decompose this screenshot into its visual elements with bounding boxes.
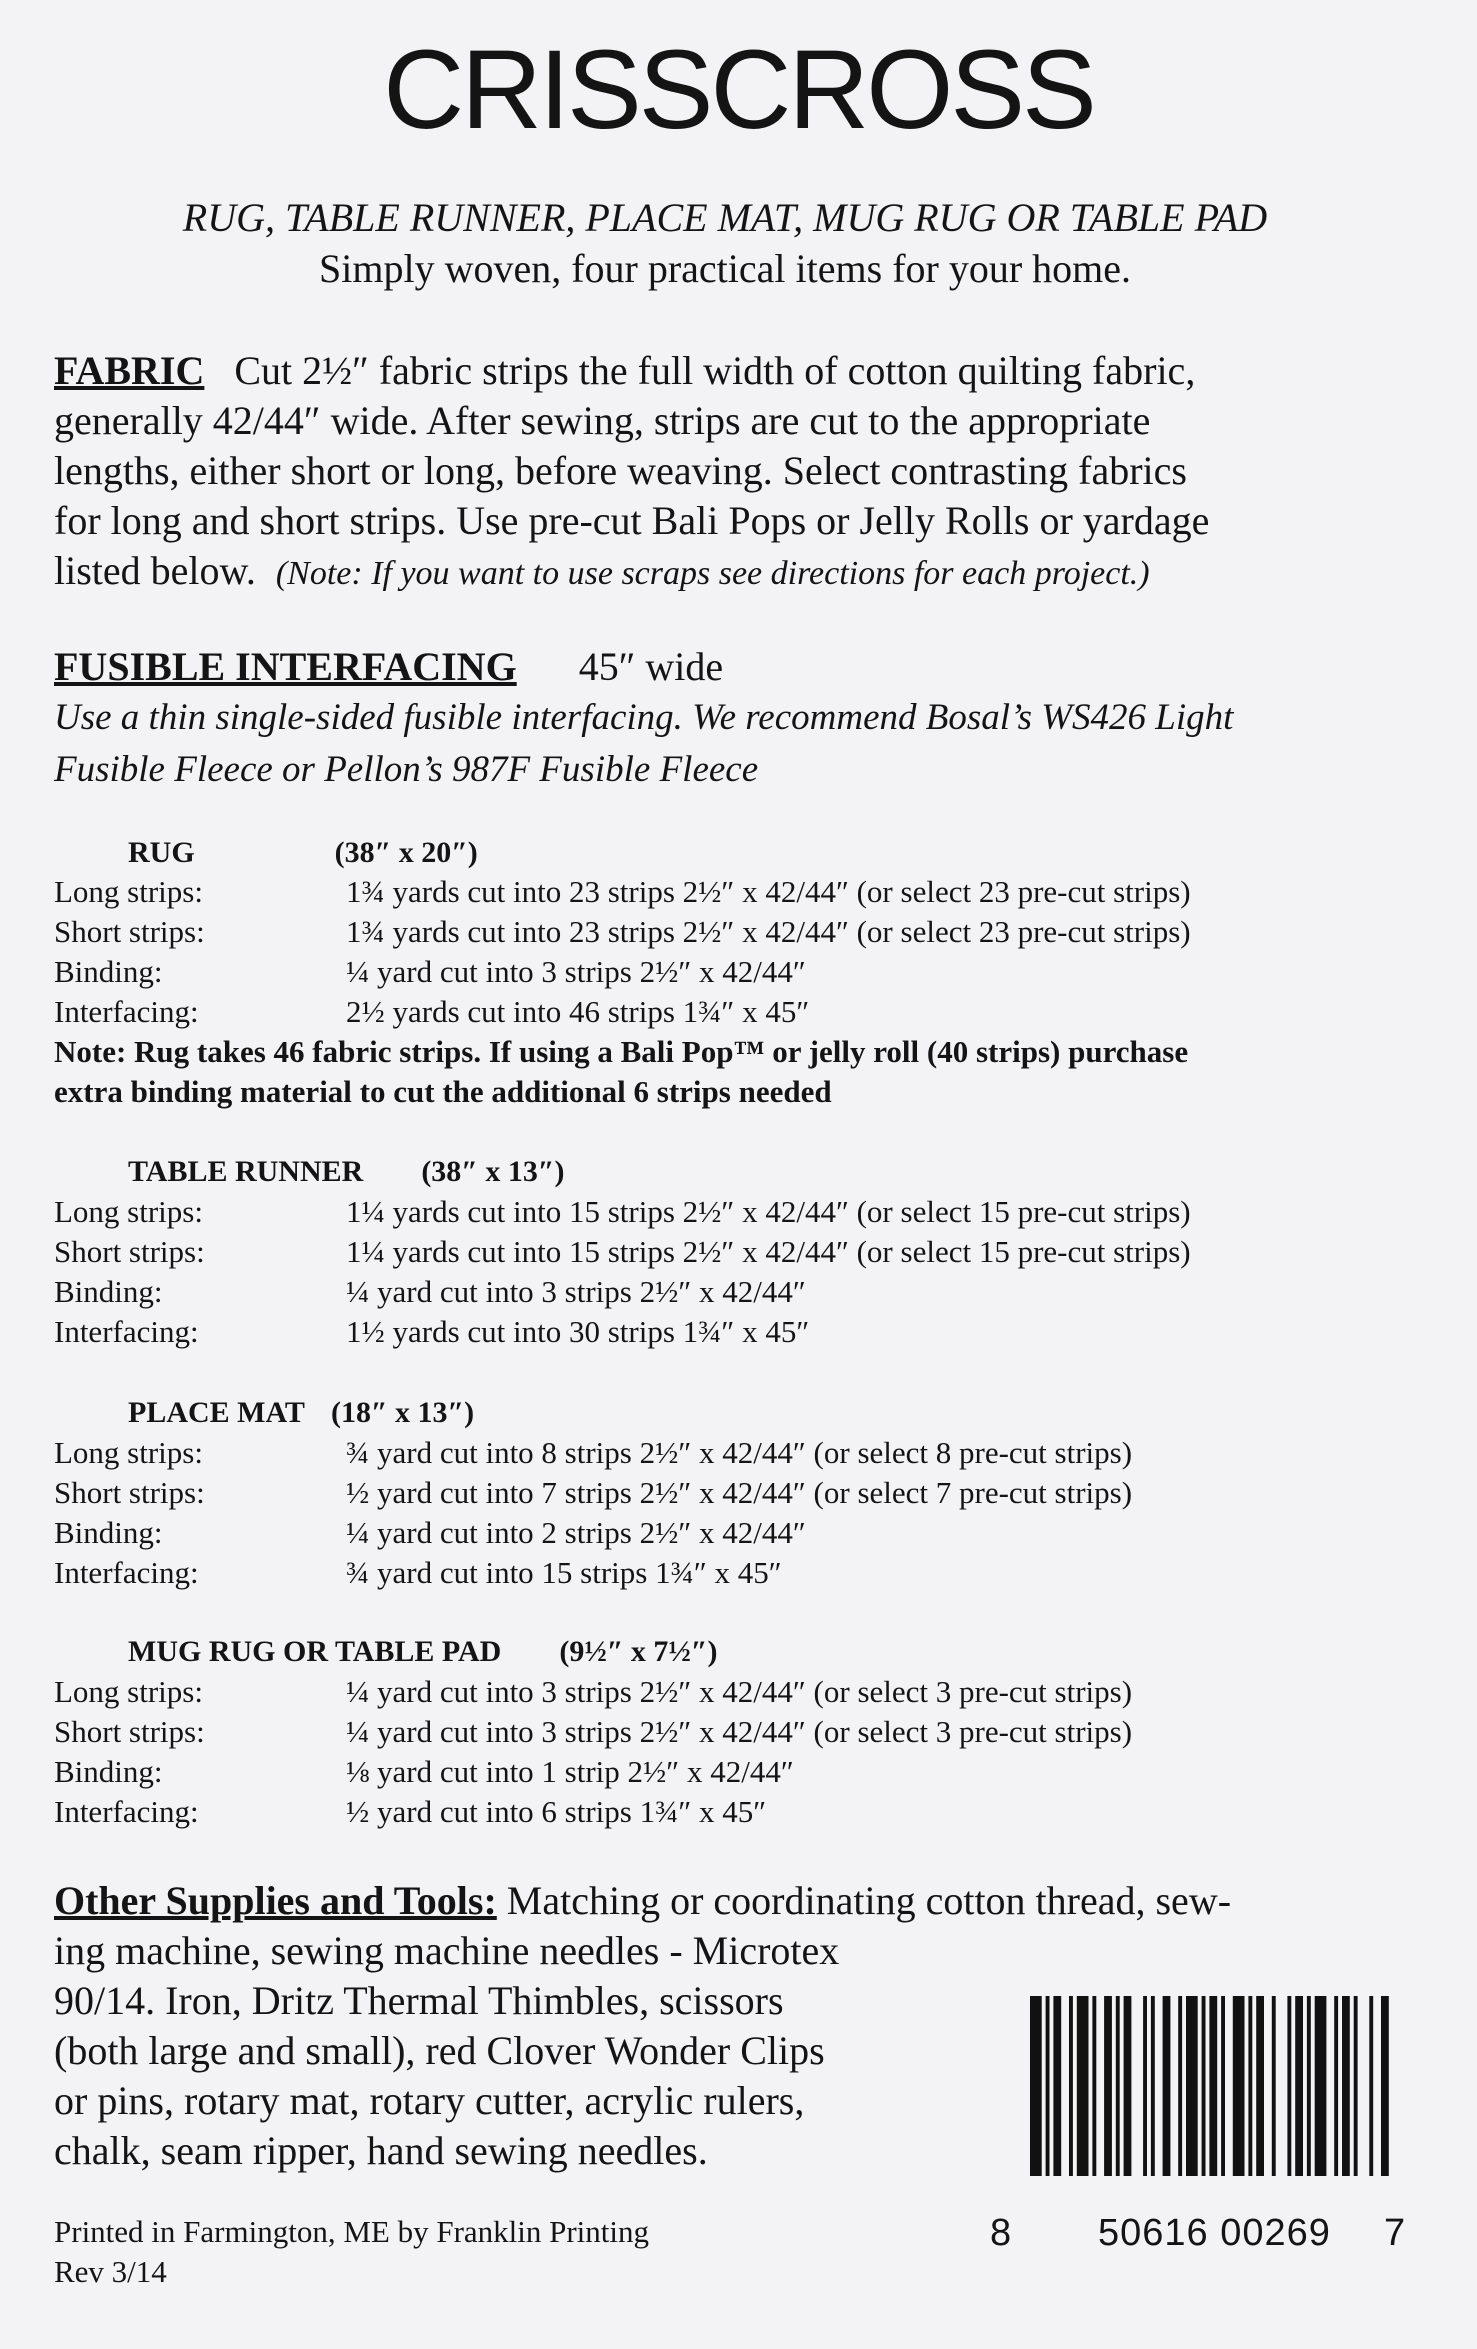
mug-rug-heading (128, 1632, 717, 1672)
row-label: Short strips: (54, 1714, 205, 1749)
barcode-lead-digit: 8 (990, 2212, 1012, 2254)
row-value: 1¼ yards cut into 15 strips 2½″ x 42/44″ (or select 15 pre-cut strips) (346, 1194, 1191, 1229)
barcode-bar (1104, 1996, 1112, 2176)
fusible-section (54, 642, 723, 692)
barcode-bar (1209, 1996, 1217, 2176)
table-runner-heading (128, 1152, 564, 1192)
row-label: Short strips: (54, 1475, 205, 1510)
section-name: PLACE MAT (128, 1396, 305, 1429)
fabric-section (54, 346, 1434, 599)
fusible-width: 45″ wide (578, 644, 724, 689)
supplies-line: chalk, seam ripper, hand sewing needles. (54, 2128, 708, 2173)
row-value: ⅛ yard cut into 1 strip 2½″ x 42/44″ (346, 1754, 794, 1789)
barcode-bar (1256, 1996, 1264, 2176)
barcode-bar (1334, 1996, 1338, 2176)
section-name: RUG (128, 836, 195, 869)
tagline: Simply woven, four practical items for your home. (318, 246, 1132, 291)
barcode-bar (1381, 1996, 1389, 2176)
fusible-line: Use a thin single-sided fusible interfacing. We recommend Bosal’s WS426 Light (54, 697, 1234, 738)
barcode-bar (1369, 1996, 1373, 2176)
revision-line: Rev 3/14 (54, 2254, 167, 2289)
fusible-line: Fusible Fleece or Pellon’s 987F Fusible Fleece (54, 749, 759, 790)
row-value: ¼ yard cut into 3 strips 2½″ x 42/44″ (or select 3 pre-cut strips) (346, 1674, 1133, 1709)
fabric-line: listed below. (54, 548, 256, 593)
barcode-bar (1186, 1996, 1198, 2176)
rug-note (54, 1032, 1434, 1112)
row-label: Short strips: (54, 914, 205, 949)
barcode-bar (1053, 1996, 1061, 2176)
row-value: ¼ yard cut into 3 strips 2½″ x 42/44″ (346, 954, 806, 989)
subtitle: RUG, TABLE RUNNER, PLACE MAT, MUG RUG OR TABLE PAD (182, 195, 1268, 240)
row-value: ¼ yard cut into 2 strips 2½″ x 42/44″ (346, 1515, 806, 1550)
section-size: (38″ x 20″) (334, 836, 478, 869)
barcode-bar (1233, 1996, 1245, 2176)
fusible-heading: FUSIBLE INTERFACING (54, 644, 517, 689)
section-size: (18″ x 13″) (330, 1396, 475, 1429)
supplies-line: or pins, rotary mat, rotary cutter, acrylic rulers, (54, 2078, 805, 2123)
row-value: 2½ yards cut into 46 strips 1¾″ x 45″ (346, 994, 810, 1029)
row-label: Interfacing: (54, 1555, 199, 1590)
row-value: 1¾ yards cut into 23 strips 2½″ x 42/44″ (or select 23 pre-cut strips) (346, 914, 1191, 949)
barcode-check-digit: 7 (1384, 2212, 1406, 2254)
section-name: TABLE RUNNER (128, 1155, 364, 1188)
barcode-bar (1092, 1996, 1096, 2176)
supplies-line: ing machine, sewing machine needles - Microtex (54, 1928, 840, 1973)
barcode-bar (1342, 1996, 1350, 2176)
barcode-bar (1077, 1996, 1089, 2176)
supplies-line: 90/14. Iron, Dritz Thermal Thimbles, scissors (54, 1978, 784, 2023)
barcode-digits: 50616 00269 (1098, 2212, 1331, 2254)
barcode-bar (1046, 1996, 1050, 2176)
fabric-heading: FABRIC (54, 348, 205, 393)
barcode-bar (1272, 1996, 1276, 2176)
row-label: Binding: (54, 1754, 163, 1789)
row-value: ¼ yard cut into 3 strips 2½″ x 42/44″ (346, 1274, 806, 1309)
rug-heading (128, 833, 478, 873)
barcode-bar (1315, 1996, 1327, 2176)
row-label: Long strips: (54, 1674, 203, 1709)
row-value: 1¼ yards cut into 15 strips 2½″ x 42/44″ (or select 15 pre-cut strips) (346, 1234, 1191, 1269)
row-value: 1¾ yards cut into 23 strips 2½″ x 42/44″ (or select 23 pre-cut strips) (346, 874, 1191, 909)
row-value: 1½ yards cut into 30 strips 1¾″ x 45″ (346, 1314, 810, 1349)
supplies-heading: Other Supplies and Tools: (54, 1878, 497, 1923)
rug-note-line: Note: Rug takes 46 fabric strips. If using a Bali Pop™ or jelly roll (40 strips) purchase (54, 1034, 1189, 1069)
barcode-bar (1287, 1996, 1291, 2176)
row-label: Interfacing: (54, 994, 199, 1029)
row-label: Long strips: (54, 1194, 203, 1229)
row-value: ½ yard cut into 7 strips 2½″ x 42/44″ (or select 7 pre-cut strips) (346, 1475, 1133, 1510)
row-label: Binding: (54, 1274, 163, 1309)
supplies-line: Matching or coordinating cotton thread, sew- (496, 1878, 1232, 1923)
barcode-bar (1069, 1996, 1073, 2176)
fabric-line: for long and short strips. Use pre-cut Bali Pops or Jelly Rolls or yardage (54, 498, 1210, 543)
barcode-bar (1030, 1996, 1042, 2176)
barcode-bar (1124, 1996, 1132, 2176)
fabric-line: generally 42/44″ wide. After sewing, strips are cut to the appropriate (54, 398, 1151, 443)
barcode-bar (1354, 1996, 1358, 2176)
barcode-bar (1295, 1996, 1303, 2176)
row-label: Interfacing: (54, 1794, 199, 1829)
rug-note-line: extra binding material to cut the additional 6 strips needed (54, 1074, 832, 1109)
row-label: Binding: (54, 1515, 163, 1550)
printer-line: Printed in Farmington, ME by Franklin Printing (54, 2214, 650, 2249)
page-title: CRISSCROSS (383, 27, 1094, 152)
printer-info (54, 2212, 649, 2292)
row-label: Binding: (54, 954, 163, 989)
barcode-bar (1221, 1996, 1225, 2176)
upc-barcode (1026, 1996, 1396, 2176)
fusible-text (54, 692, 1434, 796)
barcode-bar (1178, 1996, 1182, 2176)
row-value: ¾ yard cut into 8 strips 2½″ x 42/44″ (or select 8 pre-cut strips) (346, 1435, 1133, 1470)
barcode-bar (1307, 1996, 1311, 2176)
row-label: Long strips: (54, 1435, 203, 1470)
row-label: Interfacing: (54, 1314, 199, 1349)
supplies-line: (both large and small), red Clover Wonder Clips (54, 2028, 825, 2073)
row-value: ½ yard cut into 6 strips 1¾″ x 45″ (346, 1794, 767, 1829)
section-size: (9½″ x 7½″) (559, 1635, 718, 1668)
fabric-line: Cut 2½″ fabric strips the full width of cotton quilting fabric, (234, 348, 1196, 393)
row-value: ¾ yard cut into 15 strips 1¾″ x 45″ (346, 1555, 782, 1590)
barcode-bar (1116, 1996, 1120, 2176)
row-label: Long strips: (54, 874, 203, 909)
barcode-bar (1151, 1996, 1155, 2176)
fabric-line: lengths, either short or long, before weaving. Select contrasting fabrics (54, 448, 1187, 493)
row-value: ¼ yard cut into 3 strips 2½″ x 42/44″ (or select 3 pre-cut strips) (346, 1714, 1133, 1749)
barcode-bar (1143, 1996, 1147, 2176)
row-label: Short strips: (54, 1234, 205, 1269)
barcode-bar (1163, 1996, 1171, 2176)
section-name: MUG RUG OR TABLE PAD (128, 1635, 502, 1668)
section-size: (38″ x 13″) (421, 1155, 565, 1188)
fabric-note: (Note: If you want to use scraps see directions for each project.) (275, 555, 1150, 592)
barcode-bar (1248, 1996, 1252, 2176)
barcode-bar (1202, 1996, 1206, 2176)
place-mat-heading (128, 1393, 474, 1433)
